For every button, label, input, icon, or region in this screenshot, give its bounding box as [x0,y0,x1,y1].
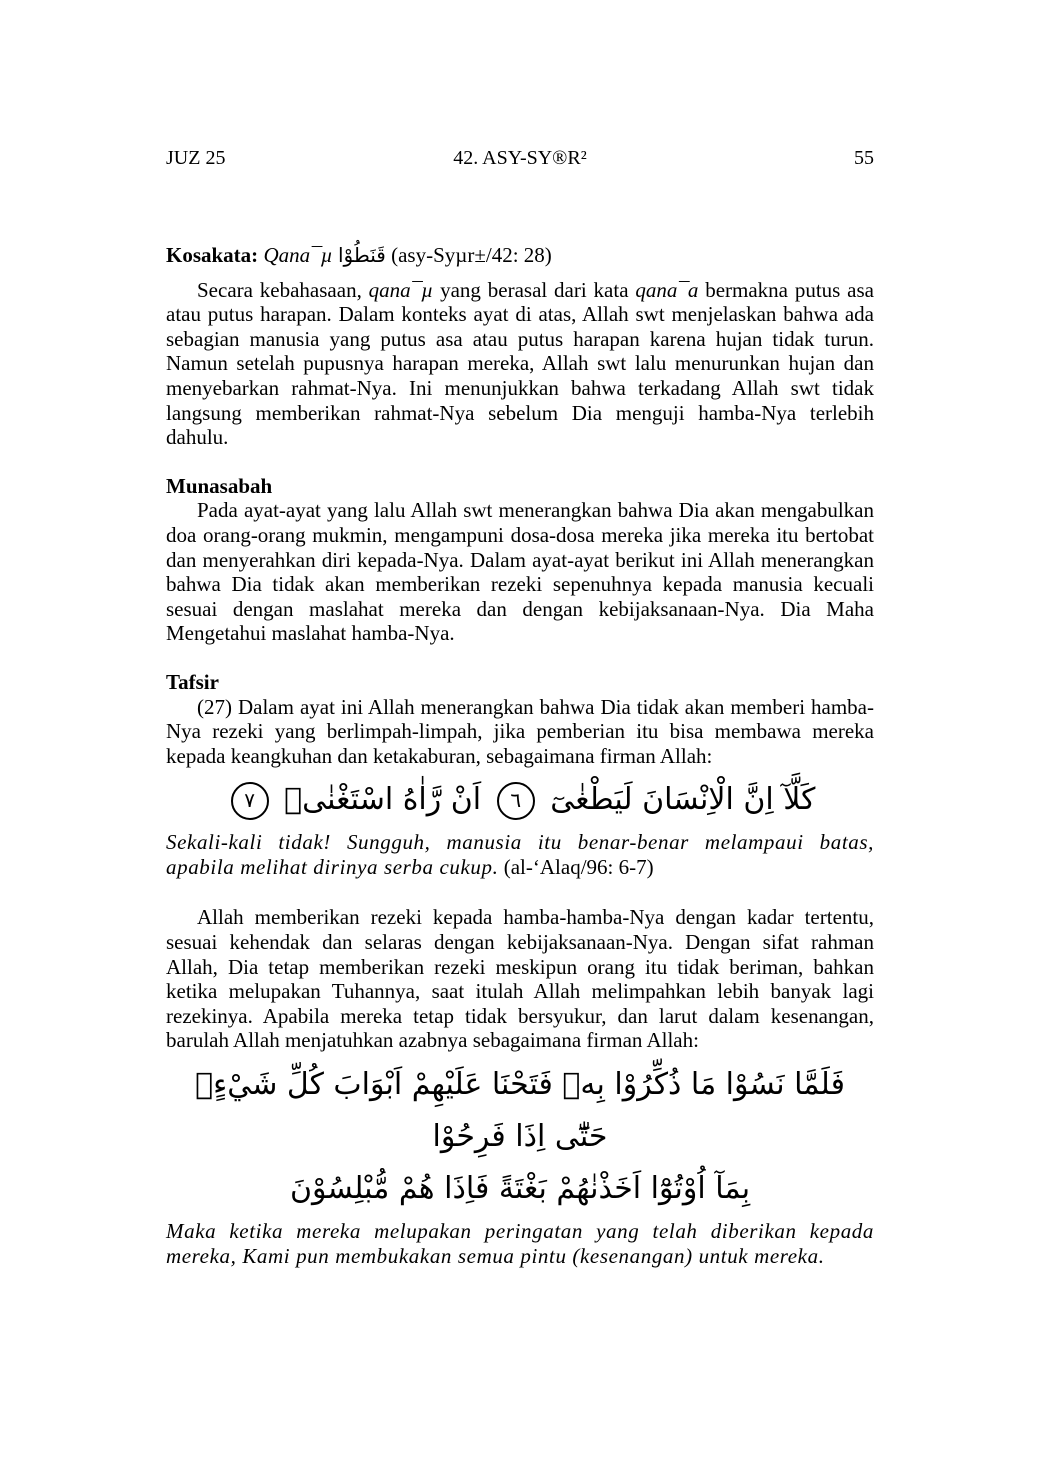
kosakata-heading [166,243,874,268]
kosakata-label: Kosakata: [166,243,259,267]
quran-verse-2 [166,1059,874,1215]
kosakata-paragraph: Secara kebahasaan, qana¯µ yang berasal dari kata qana¯a bermakna putus asa atau putus harapan. Dalam konteks ayat di atas, Allah swt menjelaskan bahwa ada sebagian manusia yang putus asa atau putus harapan karena hujan tidak turun. Namun setelah pupusnya harapan mereka, Allah swt lalu menurunkan hujan dan menyebarkan rahmat-Nya. Ini menunjukkan bahwa terkadang Allah swt tidak langsung memberikan rahmat-Nya sebelum Dia menguji hamba-Nya terlebih dahulu. [166,277,874,450]
page-body [166,243,874,1268]
tafsir-heading: Tafsir [166,669,219,694]
munasabah-paragraph: Pada ayat-ayat yang lalu Allah swt menerangkan bahwa Dia akan mengabulkan doa orang-orang mukmin, mengampuni dosa-dosa mereka jika mereka itu bertobat dan menyerahkan diri kepada-Nya. Dalam ayat-ayat berikut ini Allah menerangkan bahwa Dia tidak akan memberikan rezeki sepenuhnya kepada manusia kecuali sesuai dengan maslahat mereka dan dengan kebijaksanaan-Nya. Dia Maha Mengetahui maslahat hamba-Nya. [166,498,874,646]
verse-2-line-1: فَلَمَّا نَسُوْا مَا ذُكِّرُوْا بِهٖ فَتَحْنَا عَلَيْهِمْ اَبْوَابَ كُلِّ شَيْءٍۗ حَتّٰٓى اِذَا فَرِحُوْا [195,1067,845,1155]
verse-2-translation: Maka ketika mereka melupakan peringatan yang telah diberikan kepada mereka, Kami pun membukakan semua pintu (kesenangan) untuk mereka. [166,1219,874,1268]
kosakata-term: Qana¯µ [263,243,333,267]
juz-label: JUZ 25 [166,147,226,169]
ayah-number-7: ٧ [231,782,269,820]
page-number: 55 [854,147,874,169]
verse-1-text-b: اَنْ رَّاٰهُ اسْتَغْنٰىۗ [284,782,482,818]
tafsir-paragraph-2: Allah memberikan rezeki kepada hamba-hamba-Nya dengan kadar tertentu, sesuai kehendak dan selaras dengan kebijaksanaan-Nya. Dengan sifat rahman Allah, Dia tetap memberikan rezeki meskipun orang itu tidak beriman, bahkan ketika melupakan Tuhannya, saat itulah Allah melimpahkan lebih banyak lagi rezekinya. Apabila mereka tetap tidak bersyukur, dan larut dalam kesenangan, barulah Allah menjatuhkan azabnya sebagaimana firman Allah: [166,905,874,1053]
kosakata-ref: (asy-Syµr±/42: 28) [391,243,552,267]
verse-2-line-2: بِمَآ اُوْتُوْٓا اَخَذْنٰهُمْ بَغْتَةً فَاِذَا هُمْ مُّبْلِسُوْنَ [289,1171,751,1207]
tafsir-paragraph-1: (27) Dalam ayat ini Allah menerangkan bahwa Dia tidak akan memberi hamba-Nya rezeki yang berlimpah-limpah, jika pemberian itu bisa membawa mereka kepada keangkuhan dan ketakaburan, sebagaimana firman Allah: [166,694,874,768]
munasabah-heading: Munasabah [166,473,273,498]
ayah-number-6: ٦ [497,782,535,820]
quran-verse-1 [166,774,874,826]
surah-title: 42. ASY-SY®R² [453,147,587,169]
kosakata-arabic: قَنَطُوْا [337,243,386,267]
verse-1-text-a: كَلَّآ اِنَّ الْاِنْسَانَ لَيَطْغٰىٓ [550,782,816,818]
verse-1-translation: Sekali-kali tidak! Sungguh, manusia itu benar-benar melampaui batas, apabila melihat dirinya serba cukup. (al-‘Alaq/96: 6-7) [166,830,874,879]
